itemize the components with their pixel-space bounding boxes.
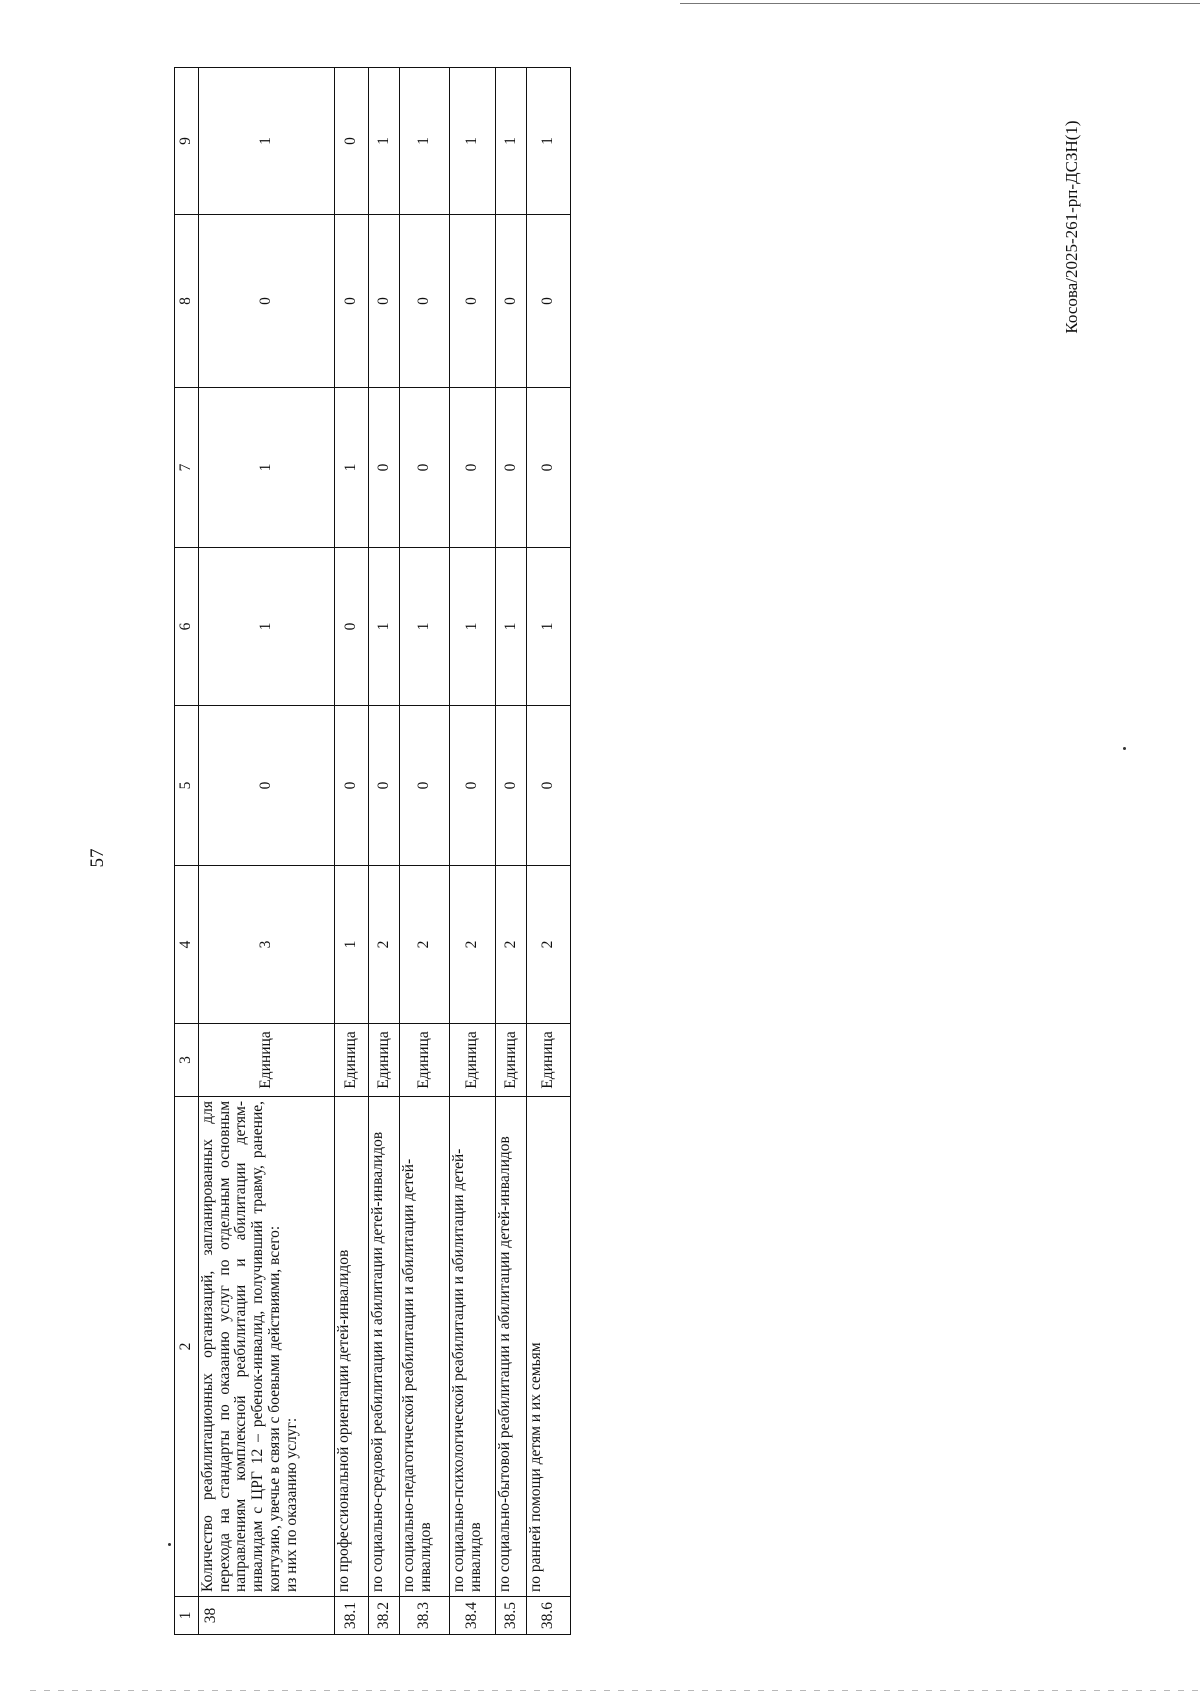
row-value: 0 xyxy=(527,706,571,866)
header-cell: 5 xyxy=(175,706,199,866)
table-row xyxy=(527,68,571,1635)
row-value: 0 xyxy=(400,706,450,866)
row-value: 0 xyxy=(335,68,369,215)
row-value: 1 xyxy=(199,388,335,548)
row-value: 0 xyxy=(199,706,335,866)
row-value: 2 xyxy=(369,866,400,1024)
table-row xyxy=(496,68,527,1635)
row-description: по социально-бытовой реабилитации и абилитации детей-инвалидов xyxy=(496,1097,527,1597)
row-number: 38.4 xyxy=(450,1597,496,1635)
row-description-subtext: из них по оказанию услуг: xyxy=(282,1417,300,1592)
row-value: 1 xyxy=(335,388,369,548)
row-value: 0 xyxy=(450,388,496,548)
header-cell: 4 xyxy=(175,866,199,1024)
row-value: 0 xyxy=(335,706,369,866)
row-value: 0 xyxy=(335,215,369,388)
row-value: 1 xyxy=(527,68,571,215)
row-unit: Единица xyxy=(496,1024,527,1097)
row-value: 0 xyxy=(400,388,450,548)
table-row xyxy=(400,68,450,1635)
row-value: 0 xyxy=(450,706,496,866)
data-table xyxy=(174,67,571,1635)
row-value: 0 xyxy=(496,215,527,388)
row-value: 0 xyxy=(369,215,400,388)
row-unit: Единица xyxy=(199,1024,335,1097)
row-value: 0 xyxy=(199,215,335,388)
row-value: 3 xyxy=(199,866,335,1024)
row-description: по социально-средовой реабилитации и абилитации детей-инвалидов xyxy=(369,1097,400,1597)
row-value: 0 xyxy=(369,706,400,866)
header-cell: 9 xyxy=(175,68,199,215)
top-edge-line xyxy=(680,3,1200,4)
row-value: 0 xyxy=(369,388,400,548)
table-row xyxy=(450,68,496,1635)
row-number: 38.2 xyxy=(369,1597,400,1635)
header-cell: 8 xyxy=(175,215,199,388)
scan-speck xyxy=(1123,747,1126,750)
header-cell: 1 xyxy=(175,1597,199,1635)
header-cell: 2 xyxy=(175,1097,199,1597)
rotated-table-container xyxy=(174,68,570,1635)
row-description: по ранней помощи детям и их семьям xyxy=(527,1097,571,1597)
row-value: 1 xyxy=(450,548,496,706)
table-row xyxy=(335,68,369,1635)
table-row xyxy=(369,68,400,1635)
row-value: 0 xyxy=(335,548,369,706)
document-code: Косова/2025-261-рп-ДСЗН(1) xyxy=(1062,120,1081,334)
row-unit: Единица xyxy=(527,1024,571,1097)
row-value: 2 xyxy=(496,866,527,1024)
row-number: 38.3 xyxy=(400,1597,450,1635)
row-number: 38 xyxy=(199,1597,335,1635)
row-value: 1 xyxy=(199,548,335,706)
row-value: 0 xyxy=(527,215,571,388)
row-number: 38.5 xyxy=(496,1597,527,1635)
bottom-scan-artifact xyxy=(30,1690,1200,1691)
header-cell: 7 xyxy=(175,388,199,548)
row-unit: Единица xyxy=(335,1024,369,1097)
row-number: 38.1 xyxy=(335,1597,369,1635)
page-number: 57 xyxy=(87,848,108,868)
row-value: 1 xyxy=(496,548,527,706)
row-value: 2 xyxy=(400,866,450,1024)
row-unit: Единица xyxy=(369,1024,400,1097)
row-value: 1 xyxy=(527,548,571,706)
row-value: 2 xyxy=(450,866,496,1024)
row-value: 0 xyxy=(527,388,571,548)
row-number: 38.6 xyxy=(527,1597,571,1635)
row-value: 1 xyxy=(400,548,450,706)
table-row xyxy=(199,68,335,1635)
row-value: 1 xyxy=(369,68,400,215)
row-unit: Единица xyxy=(450,1024,496,1097)
row-description xyxy=(199,1097,335,1597)
row-description: по социально-педагогической реабилитации и абилитации детей-инвалидов xyxy=(400,1097,450,1597)
row-value: 0 xyxy=(496,706,527,866)
header-cell: 6 xyxy=(175,548,199,706)
row-value: 1 xyxy=(369,548,400,706)
row-value: 0 xyxy=(496,388,527,548)
row-value: 1 xyxy=(450,68,496,215)
row-unit: Единица xyxy=(400,1024,450,1097)
scan-speck xyxy=(168,1543,171,1546)
row-value: 0 xyxy=(400,215,450,388)
row-description-text: Количество реабилитационных организаций, запланированных для перехода на стандарты по оказанию услуг по отдельным основным направлениям комплексной реабилитации и абилитации детям-инвалидам с ЦРГ 12 – ребенок-инвалид, получивший травму, ранение, контузию, увечье в связи с боевыми действиями, всего: xyxy=(199,1101,283,1592)
row-value: 1 xyxy=(400,68,450,215)
row-value: 1 xyxy=(496,68,527,215)
header-cell: 3 xyxy=(175,1024,199,1097)
row-description: по профессиональной ориентации детей-инвалидов xyxy=(335,1097,369,1597)
row-value: 1 xyxy=(199,68,335,215)
row-value: 0 xyxy=(450,215,496,388)
row-value: 2 xyxy=(527,866,571,1024)
row-description: по социально-психологической реабилитации и абилитации детей-инвалидов xyxy=(450,1097,496,1597)
table-header-row xyxy=(175,68,199,1635)
row-value: 1 xyxy=(335,866,369,1024)
